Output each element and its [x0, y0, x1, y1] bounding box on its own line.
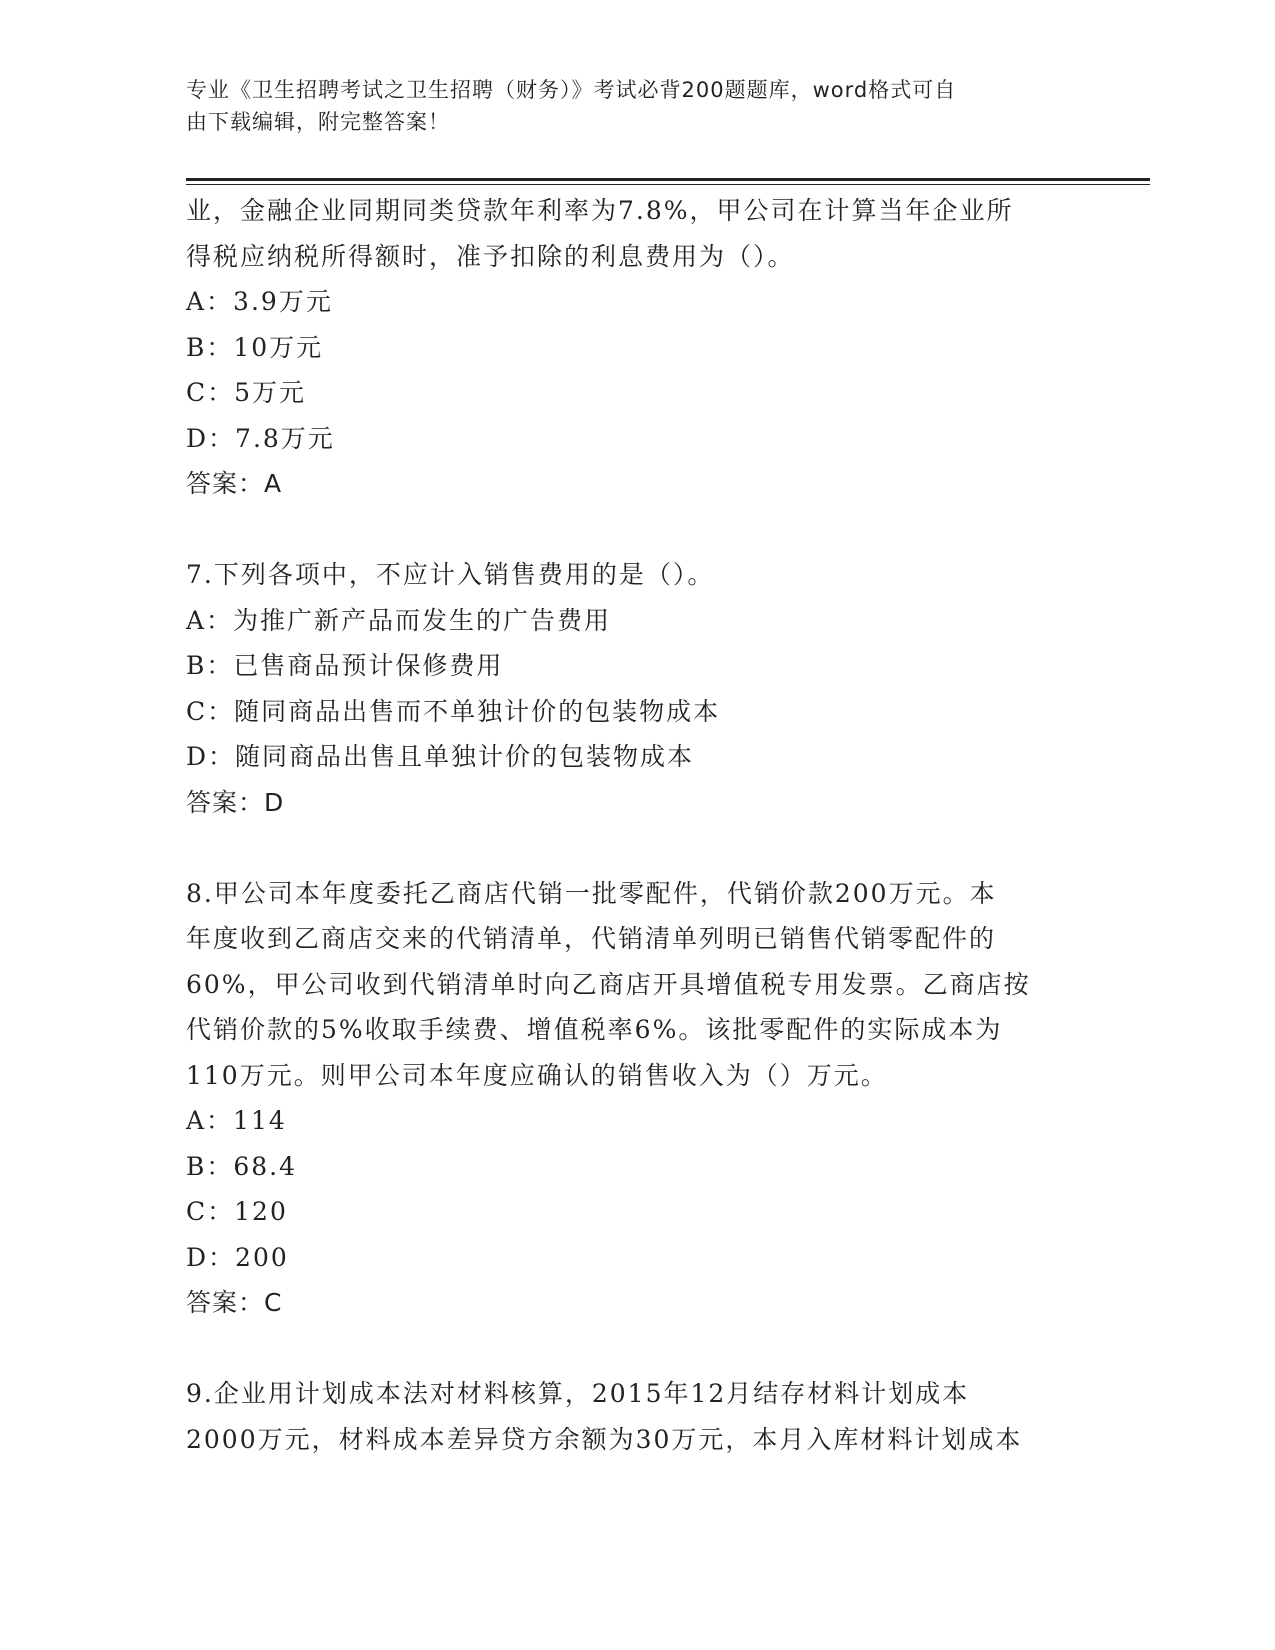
option-d: D：200: [186, 1242, 289, 1272]
document-header: [186, 74, 1066, 138]
question-stem-line: 9.企业用计划成本法对材料核算，2015年12月结存材料计划成本: [186, 1379, 970, 1408]
header-rule-thin: [186, 184, 1150, 185]
option-c: C：120: [186, 1197, 288, 1226]
question-stem-line: 60%，甲公司收到代销清单时向乙商店开具增值税专用发票。乙商店按: [186, 969, 1031, 999]
question-stem-line: 业，金融企业同期同类贷款年利率为7.8%，甲公司在计算当年企业所: [186, 196, 1014, 225]
question-9: [186, 1371, 1076, 1462]
question-stem-line: 代销价款的5%收取手续费、增值税率6%。该批零配件的实际成本为: [186, 1015, 1003, 1044]
question-8: [186, 871, 1076, 1326]
spacer: [186, 507, 1076, 553]
question-stem-line: 得税应纳税所得额时，准予扣除的利息费用为（）。: [186, 241, 795, 271]
header-rule-thick: [186, 178, 1150, 181]
option-b: B：已售商品预计保修费用: [186, 651, 504, 680]
option-a: A：114: [186, 1106, 287, 1135]
answer-line: 答案：C: [186, 1288, 283, 1317]
question-stem-line: 8.甲公司本年度委托乙商店代销一批零配件，代销价款200万元。本: [186, 878, 997, 908]
option-c: C：随同商品出售而不单独计价的包装物成本: [186, 696, 721, 726]
option-b: B：10万元: [186, 332, 324, 362]
option-a: A：为推广新产品而发生的广告费用: [186, 605, 612, 635]
spacer: [186, 1326, 1076, 1372]
question-stem-line: 2000万元，材料成本差异贷方余额为30万元，本月入库材料计划成本: [186, 1424, 1023, 1454]
answer-line: 答案：D: [186, 787, 285, 817]
question-stem-line: 7.下列各项中，不应计入销售费用的是（）。: [186, 560, 715, 589]
option-a: A：3.9万元: [186, 287, 333, 316]
option-c: C：5万元: [186, 378, 307, 407]
question-6: [186, 188, 1076, 507]
option-d: D：7.8万元: [186, 423, 335, 453]
header-line-1: 专业《卫生招聘考试之卫生招聘（财务）》考试必背200题题库，word格式可自: [186, 78, 957, 102]
question-stem-line: 110万元。则甲公司本年度应确认的销售收入为（）万元。: [186, 1060, 888, 1090]
answer-line: 答案：A: [186, 469, 283, 498]
option-b: B：68.4: [186, 1151, 298, 1181]
option-d: D：随同商品出售且单独计价的包装物成本: [186, 742, 695, 771]
document-body: [186, 188, 1076, 1462]
question-7: [186, 552, 1076, 825]
spacer: [186, 825, 1076, 871]
header-line-2: 由下载编辑，附完整答案！: [186, 110, 450, 134]
question-stem-line: 年度收到乙商店交来的代销清单，代销清单列明已销售代销零配件的: [186, 924, 997, 953]
